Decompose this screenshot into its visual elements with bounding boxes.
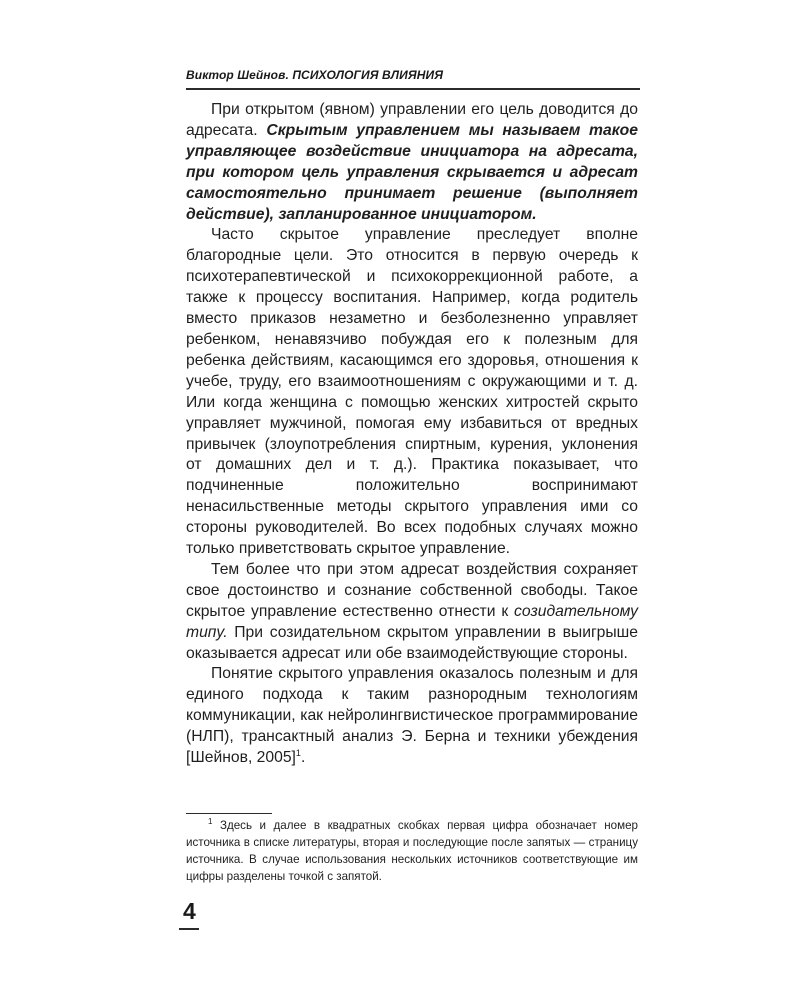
footnote-marker: 1 — [208, 817, 213, 826]
paragraph-3 — [186, 560, 638, 665]
page-number-underline — [179, 928, 199, 930]
creative-type-term: созидательному типу. — [186, 602, 638, 641]
paragraph-1-intro: При открытом (явном) управлении его цель доводится до адресата. — [186, 101, 638, 139]
paragraph-4-end: . — [300, 749, 306, 767]
definition-emphasis: Скрытым управлением мы называем такое управляющее воздействие инициатора на адресата, при котором цель управления скрывается и адресат самостоятельно принимает решение (выполняет действие), запланированное инициатором. — [186, 121, 638, 223]
footnote-reference[interactable]: 1 — [295, 748, 301, 759]
page-number: 4 — [183, 898, 196, 924]
page-body — [186, 100, 638, 769]
paragraph-4 — [186, 664, 638, 769]
running-header-title: Виктор Шейнов. ПСИХОЛОГИЯ ВЛИЯНИЯ — [186, 68, 444, 82]
running-header — [186, 66, 640, 90]
paragraph-3-part-1: Тем более что при этом адресат воздействия сохраняет свое достоинство и сознание собственной свободы. Такое скрытое управление естественно отнести к — [186, 560, 638, 620]
footnote — [186, 818, 638, 886]
footnote-text: Здесь и далее в квадратных скобках первая цифра обозначает номер источника в списке литературы, вторая и последующие после запятых — страницу источника. В случае использования нескольких источников соответствующие им цифры разделены точкой с запятой. — [186, 819, 638, 883]
paragraph-2: Часто скрытое управление преследует вполне благородные цели. Это относится в первую очередь к психотерапевтической и психокоррекционной работе, а также к процессу воспитания. Например, когда родитель вместо приказов незаметно и безболезненно управляет ребенком, ненавязчиво побуждая его к полезным для ребенка действиям, касающимся его здоровья, отношения к учебе, труду, его взаимоотношениям с окружающими и т. д. Или когда женщина с помощью женских хитростей скрыто управляет мужчиной, помогая ему избавиться от вредных привычек (злоупотребления спиртным, курения, уклонения от домашних дел и т. д.). Практика показывает, что подчиненные положительно воспринимают ненасильственные методы скрытого управления ими со стороны руководителей. Во всех подобных случаях можно только приветствовать скрытое управление. — [186, 226, 638, 558]
paragraph-1 — [186, 100, 638, 225]
footnote-divider — [186, 813, 272, 814]
paragraph-3-part-2: При созидательном скрытом управлении в выигрыше оказывается адресат или обе взаимодействующие стороны. — [186, 623, 638, 662]
paragraph-4-text: Понятие скрытого управления оказалось полезным и для единого подхода к таким разнородным технологиям коммуникации, как нейролингвистическое программирование (НЛП), трансактный анализ Э. Берна и техники убеждения [Шейнов, 2005] — [186, 665, 638, 767]
